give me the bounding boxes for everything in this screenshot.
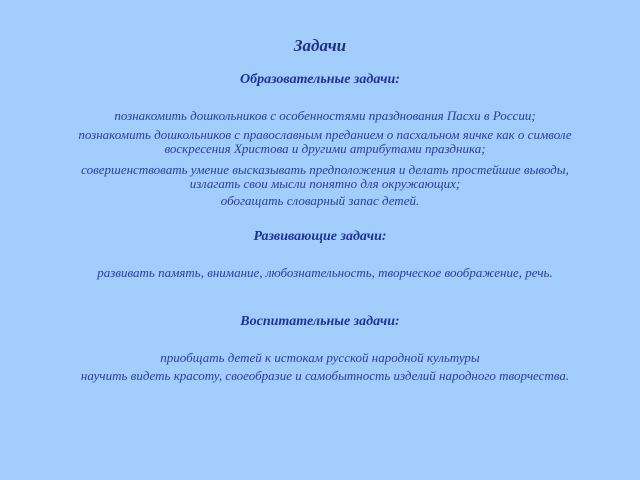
upbringing-item-1: приобщать детей к истокам русской народной культуры [160,350,480,365]
section-heading-educational: Образовательные задачи: [240,72,400,87]
educational-item-4: обогащать словарный запас детей. [220,193,420,208]
section-heading-upbringing: Воспитательные задачи: [240,314,400,329]
slide-title: Задачи [293,36,347,55]
section-heading-developmental: Развивающие задачи: [253,229,387,244]
developmental-item-1: развивать память, внимание, любознательность, творческое воображение, речь. [97,265,553,280]
educational-item-1: познакомить дошкольников с особенностями празднования Пасхи в России; [114,108,536,123]
educational-item-2: познакомить дошкольников с православным преданием о пасхальном яичке как о символе воскресения Христова и другими атрибутами праздника; [78,127,572,156]
educational-item-3: совершенствовать умение высказывать предположения и делать простейшие выводы, излагать свои мысли понятно для окружающих; [81,162,569,191]
upbringing-item-2: научить видеть красоту, своеобразие и самобытность изделий народного творчества. [80,368,570,383]
